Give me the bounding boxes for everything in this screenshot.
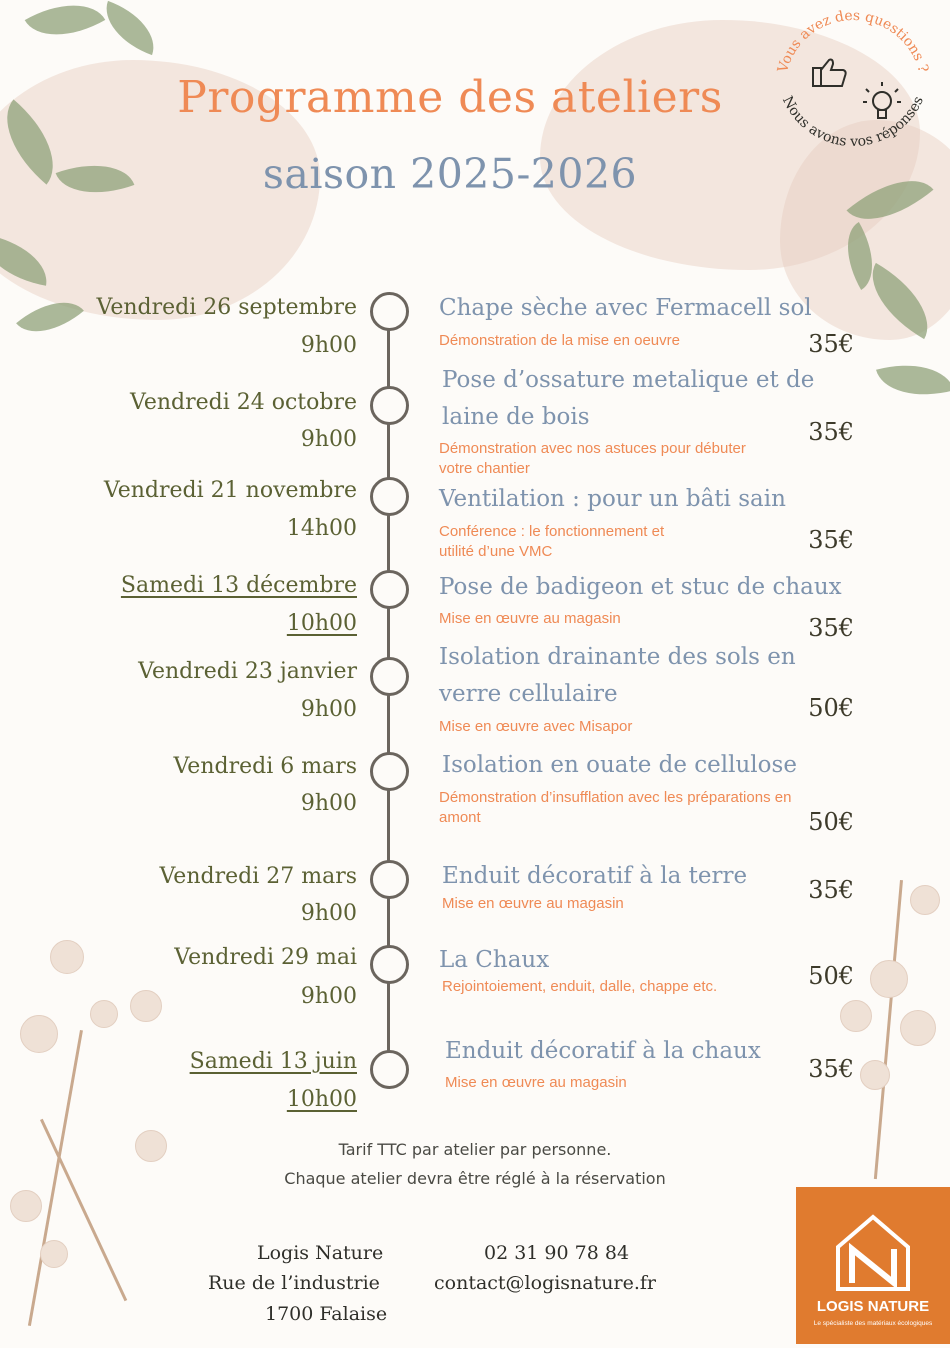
workshop-date: Vendredi 21 novembre	[103, 478, 357, 503]
timeline-node	[370, 292, 409, 331]
workshop-time: 9h00	[300, 427, 357, 452]
workshop-time: 9h00	[300, 697, 357, 722]
timeline-node	[370, 386, 409, 425]
badge-top-text: Vous avez des questions ?	[774, 7, 932, 75]
timeline-node	[370, 570, 409, 609]
page-title: Programme des ateliers	[177, 72, 723, 123]
contact-name: Logis Nature	[257, 1242, 384, 1264]
workshop-time: 9h00	[300, 791, 357, 816]
thumbs-up-icon	[813, 60, 846, 87]
workshop-time: 9h00	[300, 333, 357, 358]
contact-email[interactable]: contact@logisnature.fr	[434, 1272, 656, 1294]
workshop-date: Vendredi 6 mars	[173, 754, 357, 779]
workshop-title: Enduit décoratif à la chaux	[445, 1038, 761, 1064]
workshop-time: 10h00	[286, 1087, 357, 1112]
timeline-node	[370, 945, 409, 984]
workshop-time: 9h00	[300, 984, 357, 1009]
workshop-title: Ventilation : pour un bâti sain	[439, 486, 786, 512]
workshop-description: Mise en œuvre au magasin	[439, 610, 621, 627]
workshop-title: Pose de badigeon et stuc de chaux	[439, 574, 842, 600]
workshop-description: Démonstration de la mise en oeuvre	[439, 332, 680, 349]
workshop-title: Pose d’ossature metalique et de laine de bois	[442, 367, 815, 430]
workshop-description: Démonstration avec nos astuces pour débuter votre chantier	[439, 440, 746, 478]
workshop-price: 50€	[808, 694, 854, 722]
workshop-description: Conférence : le fonctionnement et utilité d’une VMC	[439, 523, 665, 561]
contact-city: 1700 Falaise	[265, 1303, 388, 1325]
timeline-node	[370, 860, 409, 899]
workshop-title: La Chaux	[439, 947, 550, 973]
workshop-date: Vendredi 26 septembre	[96, 295, 357, 320]
logo-name: LOGIS NATURE	[816, 1298, 930, 1315]
workshop-time: 10h00	[286, 611, 357, 636]
workshop-price: 35€	[808, 876, 854, 904]
workshop-title: Isolation en ouate de cellulose	[442, 752, 797, 778]
workshop-title: Isolation drainante des sols en verre cellulaire	[439, 644, 796, 707]
badge-bottom-text: Nous avons vos réponses	[778, 93, 927, 151]
workshop-time: 14h00	[286, 516, 357, 541]
workshop-price: 35€	[808, 614, 854, 642]
questions-badge	[765, 0, 945, 170]
timeline-node	[370, 477, 409, 516]
workshop-description: Mise en œuvre au magasin	[442, 895, 624, 912]
workshop-date: Samedi 13 décembre	[120, 573, 357, 598]
workshop-price: 35€	[808, 418, 854, 446]
workshop-description: Mise en œuvre avec Misapor	[439, 718, 633, 735]
logo	[796, 1187, 950, 1344]
workshop-date: Vendredi 27 mars	[159, 864, 357, 889]
timeline-node	[370, 657, 409, 696]
workshop-date: Vendredi 23 janvier	[138, 659, 357, 684]
workshop-title: Enduit décoratif à la terre	[442, 863, 748, 889]
workshop-description: Mise en œuvre au magasin	[445, 1074, 627, 1091]
workshop-price: 35€	[808, 526, 854, 554]
pricing-note: Tarif TTC par atelier par personne.	[338, 1140, 612, 1159]
workshop-price: 50€	[808, 808, 854, 836]
workshop-date: Vendredi 24 octobre	[129, 390, 357, 415]
timeline-node	[370, 1050, 409, 1089]
logo-tagline: Le spécialiste des matériaux écologiques	[813, 1320, 933, 1327]
workshop-time: 9h00	[300, 901, 357, 926]
contact-phone[interactable]: 02 31 90 78 84	[484, 1242, 630, 1264]
page-subtitle: saison 2025-2026	[262, 150, 638, 198]
workshop-date: Samedi 13 juin	[189, 1049, 357, 1074]
workshop-price: 35€	[808, 1055, 854, 1083]
workshop-description: Démonstration d’insufflation avec les préparations en amont	[439, 789, 792, 827]
workshop-price: 50€	[808, 962, 854, 990]
workshop-description: Rejointoiement, enduit, dalle, chappe etc.	[442, 978, 718, 995]
timeline-node	[370, 752, 409, 791]
lightbulb-icon	[863, 82, 901, 118]
workshop-date: Vendredi 29 mai	[174, 945, 357, 970]
contact-street: Rue de l’industrie	[208, 1272, 380, 1294]
workshop-title: Chape sèche avec Fermacell sol	[439, 295, 812, 321]
house-logo-icon	[796, 1187, 950, 1344]
workshop-price: 35€	[808, 330, 854, 358]
payment-note: Chaque atelier devra être réglé à la réservation	[284, 1169, 666, 1188]
